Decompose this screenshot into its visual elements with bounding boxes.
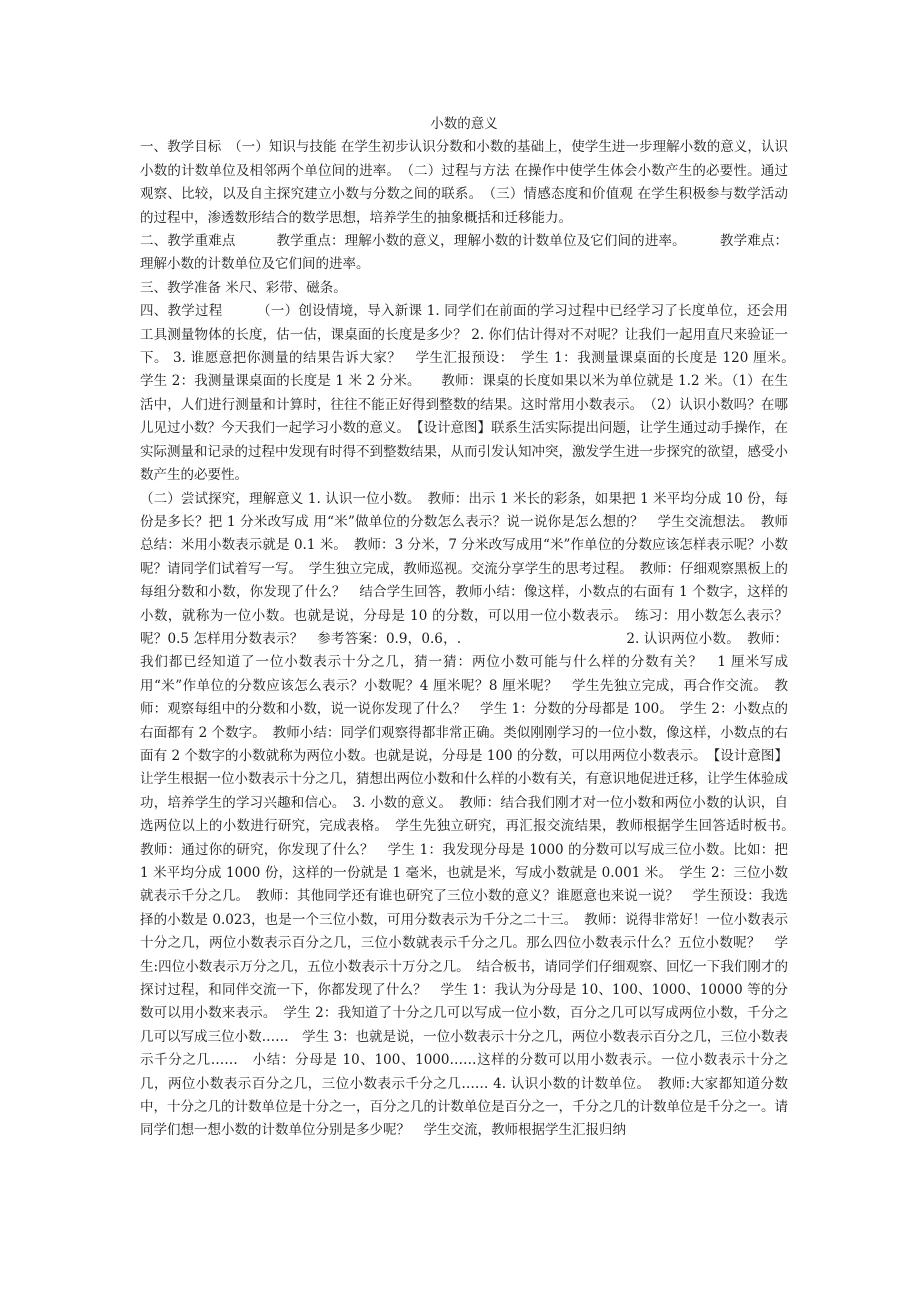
section-teaching-process: 四、教学过程 （一）创设情境，导入新课 1. 同学们在前面的学习过程中已经学习了长度单位，还会用工具测量物体的长度，估一估，课桌面的长度是多少？ 2. 你们估计得对不对呢？让我们一起用直尺来验证一下。 3. 谁愿意把你测量的结果告诉大家？ 学生汇报预设： 学生 1：我测量课桌面的长度是 120 厘米。 学生 2：我测量课桌面的长度是 1 米 2 分米。 教师：课桌的长度如果以米为单位就是 1.2 米。（1）在生活中，人们进行测量和计算时，往往不能正好得到整数的结果。这时常用小数表示。 （2）认识小数吗？在哪儿见过小数？今天我们一起学习小数的意义。 【设计意图】联系生活实际提出问题，让学生通过动手操作，在实际测量和记录的过程中发现有时得不到整数结果，从而引发认知冲突，激发学生进一步探究的欲望，感受小数产生的必要性。 <box>140 303 802 484</box>
section-exploration: （二）尝试探究，理解意义 1. 认识一位小数。 教师：出示 1 米长的彩条，如果把 1 米平均分成 10 份，每份是多长？把 1 分米改写成 用“米”做单位的分数怎么表示？说一说你是怎么想的？ 学生交流想法。 教师总结：米用小数表示就是 0.1 米。 教师：3 分米，7 分米改写成用“米”作单位的分数应该怎样表示呢？小数呢？请同学们试着写一写。 学生独立完成，教师巡视。交流分享学生的思考过程。 教师：仔细观察黑板上的每组分数和小数，你发现了什么？ 结合学生回答，教师小结：像这样，小数点的右面有 1 个数字，这样的小数，就称为一位小数。也就是说，分母是 10 的分数，可以用一位小数表示。 练习：用小数怎么表示？呢？0.5 怎样用分数表示？ 参考答案：0.9，0.6，. 2. 认识两位小数。 教师：我们都已经知道了一位小数表示十分之几，猜一猜：两位小数可能与什么样的分数有关？ 1 厘米写成用“米”作单位的分数应该怎么表示？小数呢？4 厘米呢？8 厘米呢？ 学生先独立完成，再合作交流。 教师：观察每组中的分数和小数，说一说你发现了什么？ 学生 1：分数的分母都是 100。 学生 2：小数点的右面都有 2 个数字。 教师小结：同学们观察得都非常正确。类似刚刚学习的一位小数，像这样，小数点的右面有 2 个数字的小数就称为两位小数。也就是说，分母是 100 的分数，可以用两位小数表示。 【设计意图】让学生根据一位小数表示十分之几，猜想出两位小数和什么样的小数有关，有意识地促进迁移，让学生体验成功，培养学生的学习兴趣和信心。 3. 小数的意义。 教师：结合我们刚才对一位小数和两位小数的认识，自选两位以上的小数进行研究，完成表格。 学生先独立研究，再汇报交流结果，教师根据学生回答适时板书。 教师：通过你的研究，你发现了什么？ 学生 1：我发现分母是 1000 的分数可以写成三位小数。比如：把 1 米平均分成 1000 份，这样的一份就是 1 毫米，也就是米，写成小数就是 0.001 米。 学生 2：三位小数就表示千分之几。 教师：其他同学还有谁也研究了三位小数的意义？谁愿意也来说一说？ 学生预设：我选择的小数是 0.023，也是一个三位小数，可用分数表示为千分之二十三。 教师：说得非常好！一位小数表示十分之几，两位小数表示百分之几，三位小数就表示千分之几。那么四位小数表示什么？五位小数呢？ 学生:四位小数表示万分之几，五位小数表示十万分之几。 结合板书，请同学们仔细观察、回忆一下我们刚才的探讨过程，和同伴交流一下，你都发现了什么？ 学生 1：我认为分母是 10、100、1000、10000 等的分数可以用小数来表示。 学生 2：我知道了十分之几可以写成一位小数，百分之几可以写成两位小数，千分之几可以写成三位小数…… 学生 3：也就是说，一位小数表示十分之几，两位小数表示百分之几，三位小数表示千分之几…… 小结：分母是 10、100、1000……这样的分数可以用小数表示。一位小数表示十分之几，两位小数表示百分之几，三位小数表示千分之几…… 4. 认识小数的计数单位。 教师:大家都知道分数中，十分之几的计数单位是十分之一，百分之几的计数单位是百分之一，千分之几的计数单位是千分之一。请同学们想一想小数的计数单位分别是多少呢？ 学生交流，教师根据学生汇报归纳 <box>140 490 802 1139</box>
document-title: 小数的意义 <box>430 116 498 132</box>
section-key-points: 二、教学重难点 教学重点：理解小数的意义，理解小数的计数单位及它们间的进率。 教学难点：理解小数的计数单位及它们间的进率。 <box>140 233 788 273</box>
section-preparation: 三、教学准备 米尺、彩带、磁条。 <box>140 279 347 296</box>
section-teaching-goals: 一、教学目标 （一）知识与技能 在学生初步认识分数和小数的基础上，使学生进一步理解小数的意义，认识小数的计数单位及相邻两个单位间的进率。 （二）过程与方法 在操作中使学生体会小数产生的必要性。通过观察、比较，以及自主探究建立小数与分数之间的联系。 （三）情感态度和价值观 在学生积极参与数学活动的过程中，渗透数形结合的数学思想，培养学生的抽象概括和迁移能力。 <box>140 139 788 226</box>
document-body <box>140 113 802 1143</box>
